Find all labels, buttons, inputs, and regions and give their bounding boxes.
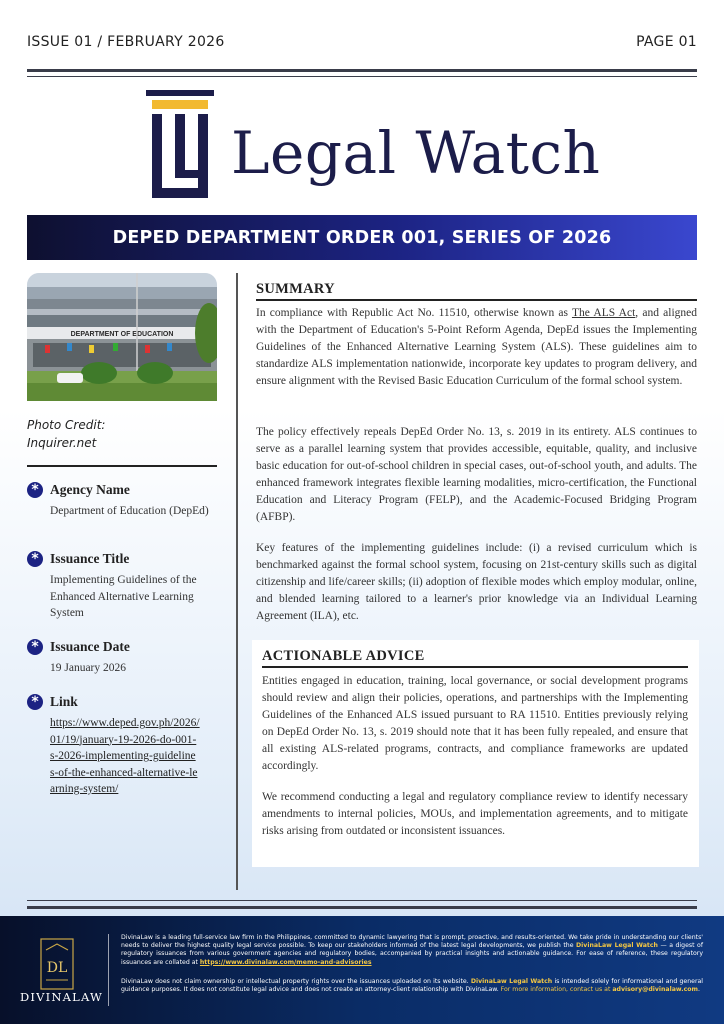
deped-building-photo bbox=[27, 273, 217, 401]
photo-credit bbox=[27, 416, 105, 452]
asterisk-icon: * bbox=[27, 482, 43, 498]
agency-name-block bbox=[27, 481, 222, 520]
advice-paragraph-1: Entities engaged in education, training, local governance, or social development programs should review and align their policies, operations, and partnerships with the Implementing Guidelines of the Enhanced ALS issued pursuant to RA 11510. Entities previously relying on DepEd Order No. 13, s. 2019 should note that it has been fully repealed, and ensure that all existing ALS-related programs, contracts, and compliance frameworks are updated accordingly. bbox=[262, 675, 688, 772]
agency-name-heading: Agency Name bbox=[50, 482, 130, 497]
header-rule-thin bbox=[27, 76, 697, 77]
summary-p1-end: , and aligned with the Department of Education's 5-Point Reform Agenda, DepEd issues the Implementing Guidelines of the Enhanced Alternative Learning System (ALS). These guidelines aim to standardize ALS implementation nationwide, incorporate key updates to program delivery, and ensure alignment with the Revised Basic Education Curriculum of the formal school system. bbox=[256, 307, 697, 387]
summary-paragraph-1 bbox=[256, 305, 697, 390]
footer-disclaimer-mid: is intended solely for informational and general guidance purposes. It does not constitute legal advice and does not create an attorney-client relationship with DivinaLaw. bbox=[121, 978, 703, 994]
page-number: PAGE 01 bbox=[636, 34, 697, 50]
footer-contact-prompt: For more information, contact us at bbox=[500, 986, 613, 994]
asterisk-icon: * bbox=[27, 639, 43, 655]
photo-credit-label: Photo Credit: bbox=[27, 418, 106, 432]
issuance-date-value: 19 January 2026 bbox=[50, 662, 127, 674]
issuance-title-block bbox=[27, 550, 222, 622]
summary-paragraph-2: The policy effectively repeals DepEd Order No. 13, s. 2019 in its entirety. ALS continues to serve as a parallel learning system that provides accessible, equitable, quality, and inclusive basic education for out-of-school children in special cases, out-of-school youth, and adults. The enhanced framework integrates flexible learning modalities, micro-certification, the Functional Education and Literacy Program (FELP), and the Academic-Focused Bridging Program (AFBP). bbox=[256, 426, 697, 523]
building-sign-text: DEPARTMENT OF EDUCATION bbox=[70, 331, 174, 338]
advice-rule bbox=[262, 666, 688, 668]
advice-paragraph-2: We recommend conducting a legal and regulatory compliance review to identify necessary amendments to internal policies, MOUs, and implementation agreements, and to mitigate risks arising from outdated or inconsistent issuances. bbox=[262, 791, 688, 837]
link-heading: Link bbox=[50, 694, 78, 709]
asterisk-icon: * bbox=[27, 551, 43, 567]
issuance-title-heading: Issuance Title bbox=[50, 551, 130, 566]
als-act-link[interactable]: The ALS Act bbox=[571, 307, 636, 319]
deped-issuance-link[interactable]: https://www.deped.gov.ph/2026/01/19/january-19-2026-do-001-s-2026-implementing-guidelines-of-the-enhanced-alternative-learning-system/ bbox=[50, 717, 200, 795]
asterisk-icon: * bbox=[27, 694, 43, 710]
advisory-email-link[interactable]: advisory@divinalaw.com bbox=[612, 986, 698, 994]
agency-name-value: Department of Education (DepEd) bbox=[50, 505, 209, 517]
legal-watch-logo bbox=[146, 90, 214, 198]
footer-about-mid: — a digest of regulatory issuances from various government agencies and regulatory bodies, accompanied by practical insights and actionable guidance. For ease of reference, these regulatory issuances are collated at bbox=[121, 942, 704, 966]
left-divider bbox=[27, 465, 217, 467]
issuance-date-heading: Issuance Date bbox=[50, 639, 130, 654]
footer-about-start: DivinaLaw is a leading full-service law firm in the Philippines, committed to dynamic lawyering that is prompt, proactive, and results-oriented. We take pride in understanding our clients' needs to deliver the highest quality legal service possible. To keep our stakeholders informed of the latest legal developments, we publish the bbox=[121, 934, 703, 950]
footer-brand-highlight: DivinaLaw Legal Watch bbox=[576, 942, 658, 950]
column-divider bbox=[236, 273, 238, 890]
summary-rule bbox=[256, 299, 697, 301]
issuance-title-value: Implementing Guidelines of the Enhanced Alternative Learning System bbox=[50, 574, 197, 619]
footer-divider bbox=[108, 934, 109, 1006]
issuance-banner: DEPED DEPARTMENT ORDER 001, SERIES OF 2026 bbox=[27, 215, 697, 260]
footer-rule-thin bbox=[27, 900, 697, 901]
masthead-title: Legal Watch bbox=[231, 119, 601, 187]
footer bbox=[0, 916, 724, 1024]
footer-disclaimer bbox=[121, 978, 703, 994]
summary-p1-start: In compliance with Republic Act No. 11510, otherwise known as bbox=[256, 307, 572, 319]
footer-disclaimer-start: DivinaLaw does not claim ownership or intellectual property rights over the issuances uploaded on its website. bbox=[121, 978, 471, 985]
link-block bbox=[27, 693, 222, 798]
footer-disclaimer-highlight: DivinaLaw Legal Watch bbox=[470, 978, 553, 985]
advice-heading: ACTIONABLE ADVICE bbox=[262, 648, 425, 664]
summary-paragraph-3: Key features of the implementing guidelines include: (i) a revised curriculum which is benchmarked against the formal school system, focusing on 21st-century skills such as digital citizenship and life/career skills; (ii) adoption of flexible modes which employ modular, online, and blended learning tailored to a learner's prior knowledge via an Individual Learning Agreement (ILA), etc. bbox=[256, 542, 697, 622]
divinalaw-logo bbox=[40, 938, 74, 990]
photo-credit-source: Inquirer.net bbox=[27, 436, 97, 450]
footer-rule bbox=[27, 906, 697, 909]
issue-label: ISSUE 01 / FEBRUARY 2026 bbox=[27, 34, 225, 50]
issuance-date-block bbox=[27, 638, 222, 677]
header-rule bbox=[27, 69, 697, 72]
footer-brand: DIVINALAW bbox=[20, 990, 104, 1004]
memo-advisories-link[interactable]: https://www.divinalaw.com/memo-and-advisories bbox=[199, 958, 372, 966]
footer-end: . bbox=[697, 986, 700, 994]
logo-letters: DL bbox=[46, 960, 68, 976]
footer-about bbox=[121, 934, 703, 967]
summary-heading: SUMMARY bbox=[256, 281, 335, 297]
